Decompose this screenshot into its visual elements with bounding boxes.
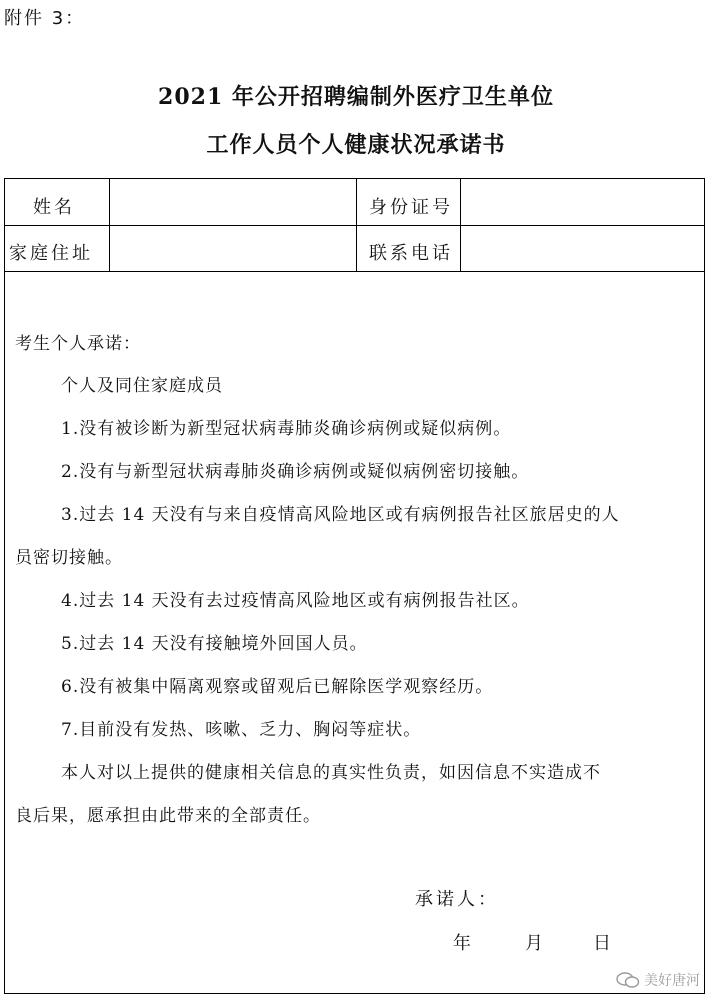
phone-field[interactable] [462,227,700,269]
document-title-line-1: 2021 年公开招聘编制外医疗卫生单位 [158,84,554,110]
form-col-divider [109,179,110,271]
form-col-divider [460,179,461,271]
commitment-statement-line-1: 本人对以上提供的健康相关信息的真实性负责，如因信息不实造成不 [61,763,601,783]
date-month: 月 [525,933,543,954]
commitment-item-6: 6.没有被集中隔离观察或留观后已解除医学观察经历。 [61,677,494,697]
commitment-heading: 考生个人承诺： [15,334,141,354]
document-title-line-2: 工作人员个人健康状况承诺书 [206,132,506,158]
date-day: 日 [593,933,611,954]
commitment-item-1: 1.没有被诊断为新型冠状病毒肺炎确诊病例或疑似病例。 [61,419,512,439]
wechat-icon [616,972,640,988]
watermark [616,970,700,990]
commitment-form [4,178,705,994]
commitment-item-3: 3.过去 14 天没有与来自疫情高风险地区或有病例报告社区旅居史的人 [61,505,620,525]
signatory-label: 承诺人： [415,889,499,910]
commitment-item-7: 7.目前没有发热、咳嗽、乏力、胸闷等症状。 [61,720,422,740]
commitment-intro: 个人及同住家庭成员 [61,376,223,396]
commitment-item-3-cont: 员密切接触。 [15,548,123,568]
watermark-text: 美好唐河 [644,973,700,989]
address-field[interactable] [111,227,354,269]
name-field[interactable] [111,181,354,223]
commitment-statement-line-2: 良后果，愿承担由此带来的全部责任。 [15,806,321,826]
id-number-field[interactable] [462,181,700,223]
id-number-label: 身份证号 [369,197,453,218]
address-label: 家庭住址 [9,243,93,264]
name-label: 姓名 [33,197,75,218]
form-row-divider [5,271,704,272]
attachment-label: 附件 3： [4,8,86,29]
phone-label: 联系电话 [369,243,453,264]
signatory-field[interactable] [505,879,695,911]
commitment-item-5: 5.过去 14 天没有接触境外回国人员。 [61,634,368,654]
commitment-item-4: 4.过去 14 天没有去过疫情高风险地区或有病例报告社区。 [61,591,530,611]
date-year: 年 [453,933,471,954]
form-col-divider [356,179,357,271]
commitment-item-2: 2.没有与新型冠状病毒肺炎确诊病例或疑似病例密切接触。 [61,462,530,482]
